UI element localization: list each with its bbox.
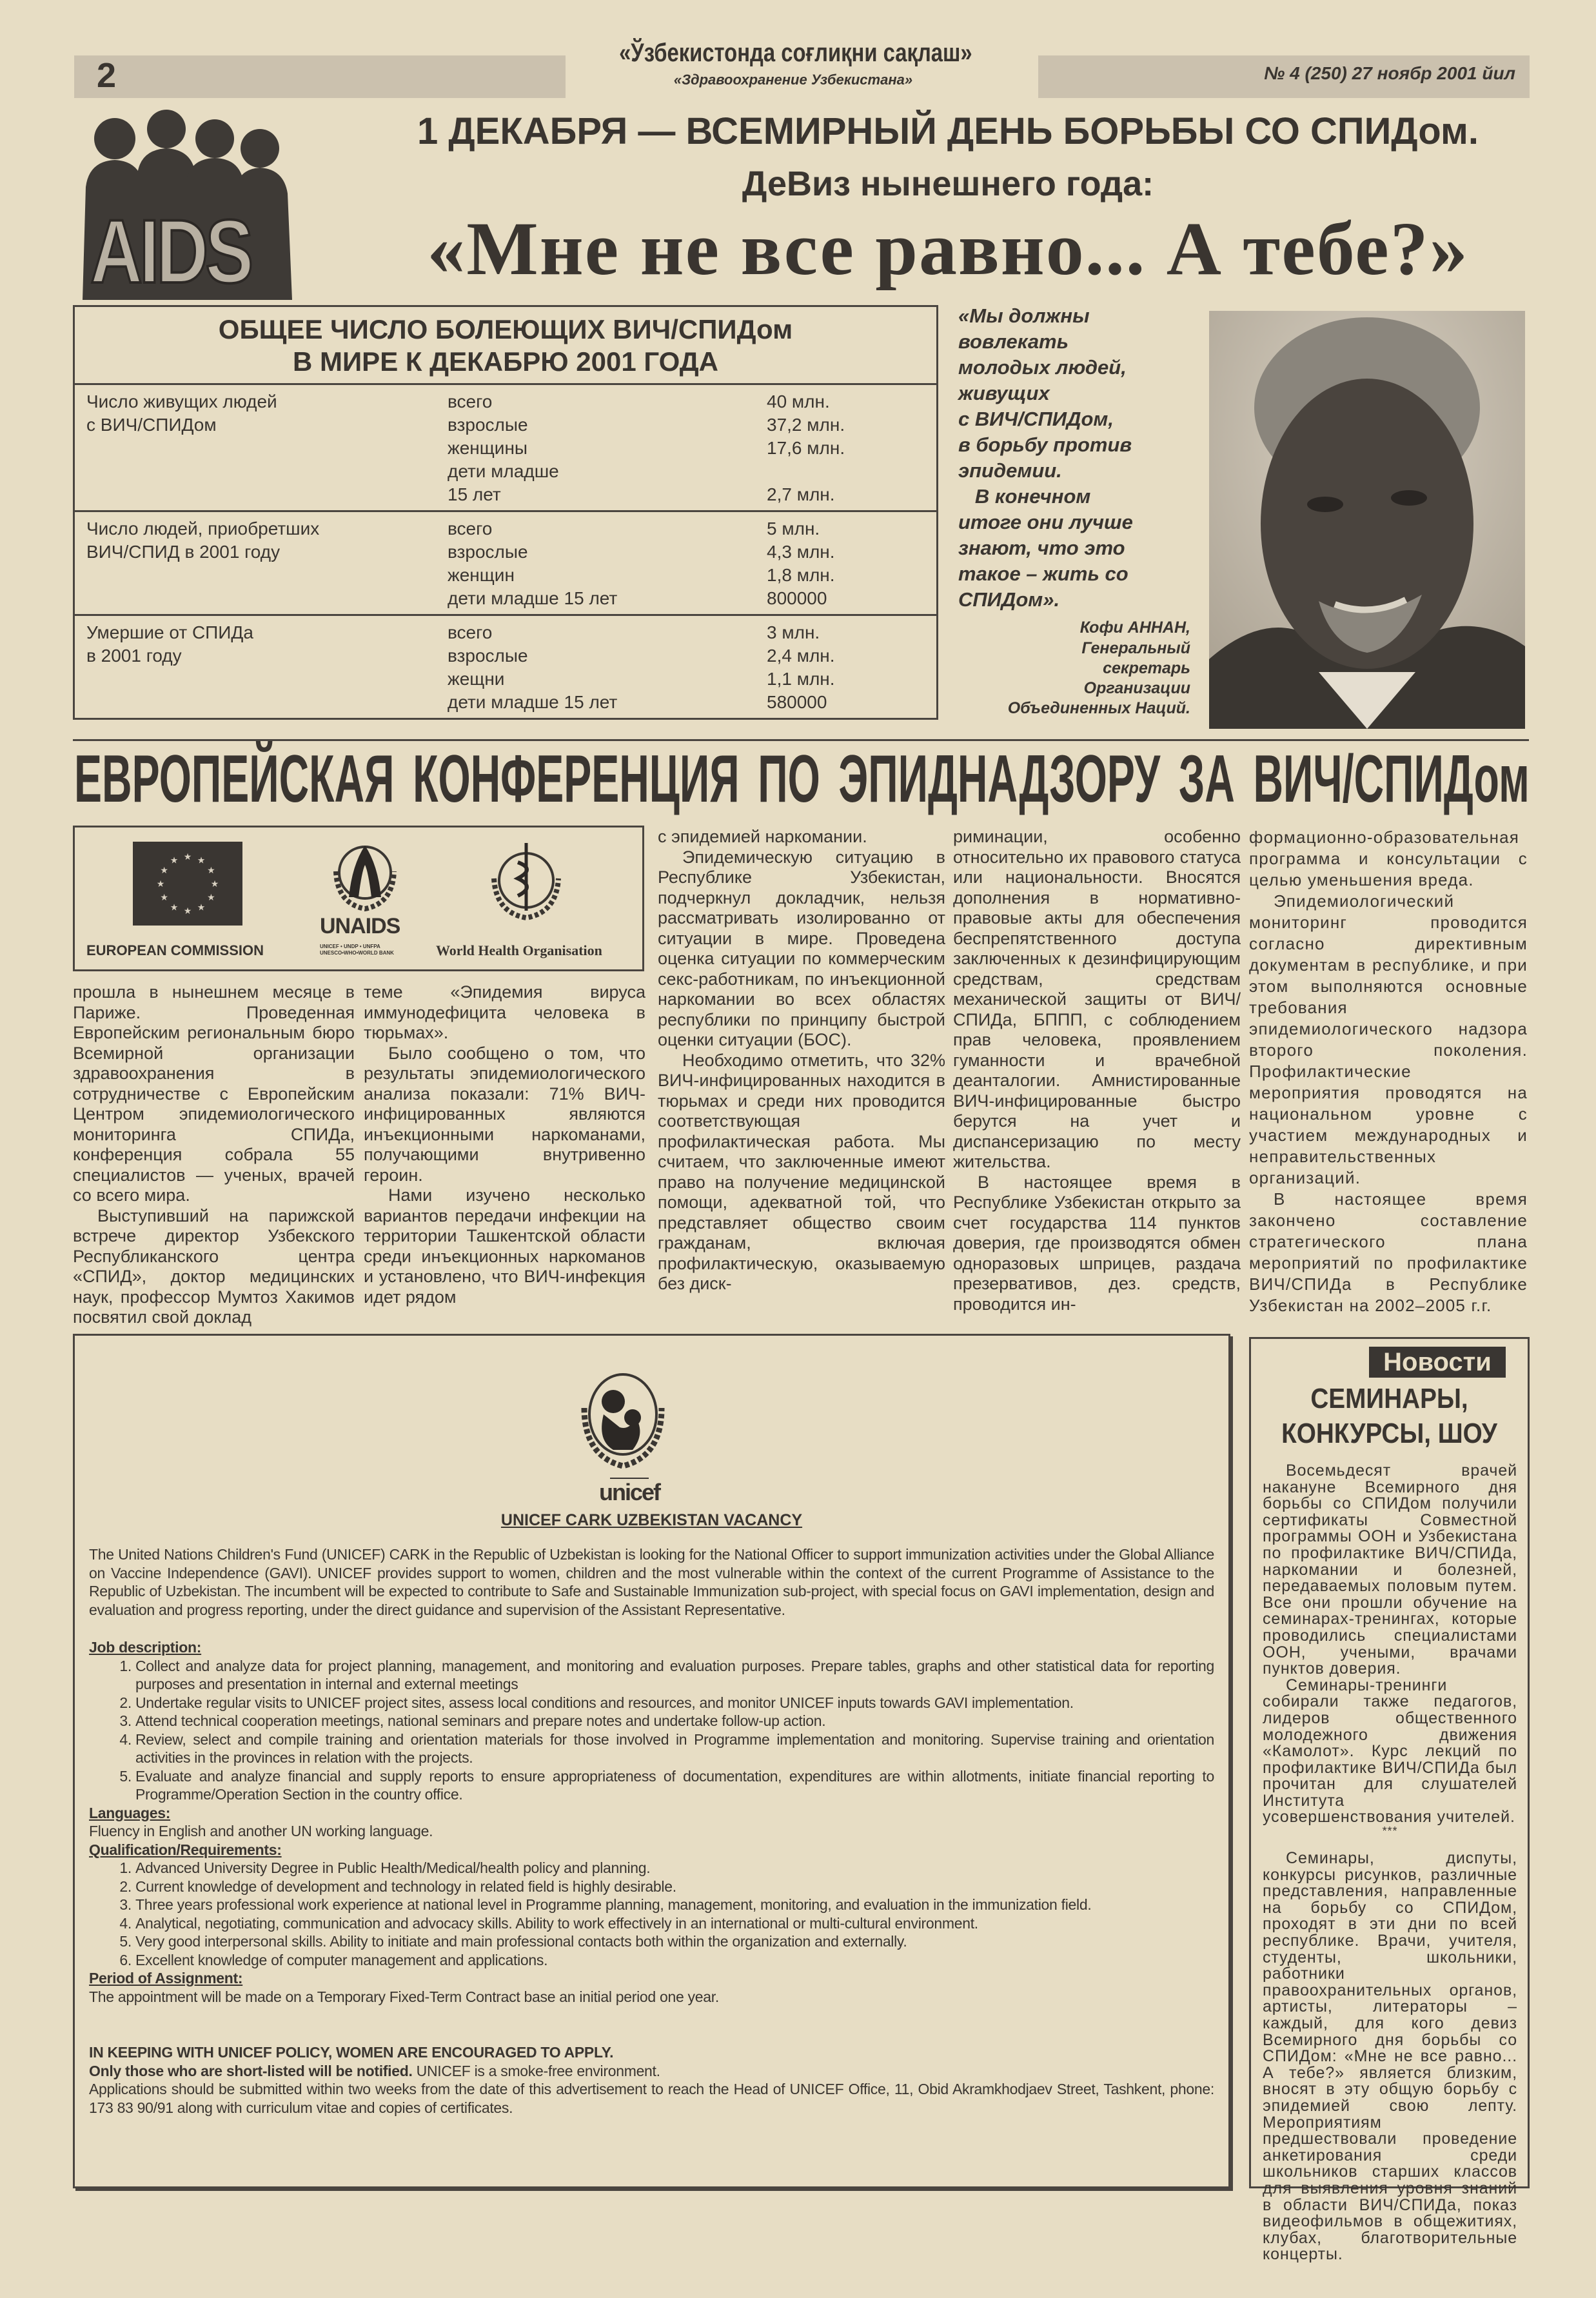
row-sub-label: всего [448,391,493,411]
masthead-subtitle: «Здравоохранение Узбекистана» [673,72,913,88]
quote-line: СПИДом». [958,588,1060,611]
unicef-vacancy-ad [73,1334,1230,2188]
eu-star-icon: ★ [170,902,179,913]
row-value: 1,1 млн. [767,669,835,689]
news-paragraphs-2 [1263,1850,1517,2263]
table-title [75,307,936,383]
divider [73,739,1529,741]
article-paragraph: Необходимо отметить, что 32% ВИЧ-инфицированных находится в тюрьмах и среди них проводится соответствующая профилактическая работа. Мы считаем, что заключенные имеют право на получение медицинской помощи, адекватной той, что представляет общество своим гражданам, включая профилактическую, оказываемую без диск- [658,1050,945,1293]
job-item: 1. Collect and analyze data for project planning, management, and monitoring and evaluation purposes. Prepare tables, graphs and other statistical data for reporting purposes and presentation in internal and external meetings [135,1657,1214,1694]
ec-logo-label: EUROPEAN COMMISSION [86,942,264,958]
masthead-title: «Ўзбекистонда соғлиқни сақлаш» [619,39,972,67]
row-value: 5 млн. [767,519,820,539]
eu-flag-icon [133,842,242,926]
aids-logo [76,110,295,300]
qualification-item: 6. Excellent knowledge of computer management and applications. [135,1951,1214,1970]
article-paragraph: теме «Эпидемия вируса иммунодефицита человека в тюрьмах». [364,982,645,1042]
table-title-line1: ОБЩЕЕ ЧИСЛО БОЛЕЮЩИХ ВИЧ/СПИДом [218,314,793,344]
article-paragraph: Было сообщено о том, что результаты эпидемиологического анализа показали: 71% ВИЧ-инфицированных являются инъекционными наркоманами, получающими внутривенно героин. [364,1043,645,1185]
table-row [75,383,936,510]
news-body [1263,1463,1517,2263]
article-column-4 [953,827,1241,1314]
vacancy-intro: The United Nations Children's Fund (UNICEF) CARK in the Republic of Uzbekistan is looking for the National Officer to support immunization activities under the Global Alliance on Vaccine Independence (GAVI). UNICEF provides support to women, children and the most vulnerable within the context of the current Programme of Assistance to the Republic of Uzbekistan. The incumbent will be expected to contribute to Safe and Sustainable Immunization sub-project, with special focus on GAVI implementation, design and evaluation and progress reporting, under the direct guidance and supervision of the Assistant Representative. [89,1546,1214,1618]
article-paragraph: с эпидемией наркомании. [658,827,867,846]
row-value: 800000 [767,588,827,608]
row-value: 1,8 млн. [767,565,835,585]
row-sub-label: дети младше 15 лет [448,588,618,608]
row-value: 3 млн. [767,622,820,642]
row-value: 40 млн. [767,391,830,411]
position-line: Организации [1083,679,1190,697]
row-sub-label: жещни [448,669,505,689]
qualification-list [89,1859,1214,1969]
article-paragraph: Выступивший на парижской встрече директор Узбекского Республиканского центра «СПИД», доктор медицинских наук, профессор Мумтоз Хакимов посвятил свой доклад [73,1205,355,1327]
quote-line: «Мы должны [958,304,1090,327]
row-label: Число людей, приобретших ВИЧ/СПИД в 2001 году [86,519,320,562]
aids-logo-text: AIDS [90,201,251,302]
job-description-list [89,1657,1214,1804]
period-heading: Period of Assignment: [89,1970,243,1986]
annan-photo [1209,311,1525,729]
job-item: 4. Review, select and compile training and orientation materials for those involved in Programme implementation and monitoring. Supervise training and orientation activities in the provinces in relation with the projects. [135,1730,1214,1767]
row-value: 4,3 млн. [767,542,835,562]
quote-line: знают, что это [958,537,1125,559]
quote-line: вовлекать [958,330,1069,353]
unaids-cosponsors: UNICEF • UNDP • UNFPA UNESCO•WHO•WORLD BANK [320,944,394,956]
qualification-item: 3. Three years professional work experience at national level in Programme planning, management, monitoring, and evaluation in the immunization field. [135,1896,1214,1914]
row-sub-label: всего [448,519,493,539]
row-value: 580000 [767,692,827,712]
unaids-logo-label: UNAIDS [320,914,400,938]
news-paragraph: Восемьдесят врачей накануне Всемирного дня борьбы со СПИДом получили сертификаты Совместной программы ООН и Узбекистана по профилактике ВИЧ/СПИДа, наркомании и болезней, передаваемых половым путем. Все они прошли обучение на семинарах-тренингах, которые проводились специалистами ООН, учеными, врачами пунктов доверия. [1263,1461,1517,1678]
article-column-2 [364,982,645,1307]
quote-text [958,303,1190,613]
languages-text: Fluency in English and another UN working language. [89,1823,433,1839]
row-value: 17,6 млн. [767,438,845,458]
eu-star-icon: ★ [210,878,219,889]
row-sub-label: дети младше 15 лет [448,692,618,712]
application-instructions: Applications should be submitted within two weeks from the date of this advertisement to reach the Head of UNICEF Office, 11, Obid Akramkhodjaev Street, Tashkent, phone: 173 83 90/91 along with curriculum vitae and copies of certificates. [89,2081,1214,2116]
quote-author: Кофи АННАН, [1079,619,1190,637]
row-sub-label: дети младше 15 лет [448,461,559,504]
qualification-item: 5. Very good interpersonal skills. Ability to initiate and main professional contacts both within the organization and externally. [135,1932,1214,1951]
annan-quote [958,303,1190,718]
quote-author-position [958,639,1190,718]
position-line: Объединенных Наций. [1007,699,1190,717]
article-column-5 [1249,827,1528,1316]
shortlist-text: Only those who are short-listed will be notified. [89,2062,413,2079]
article-paragraph: Эпидемиологический мониторинг проводится согласно директивным документам в республике, и при этом выполняются основные требования эпидемиологического надзора второго поколения. Профилактические мероприятия проводятся на национальном уровне с участием международных и неправительственных организаций. [1249,891,1528,1187]
article-paragraph: риминации, особенно относительно их правового статуса или национальности. Вносятся дополнения в нормативно-правовые акты для обеспечения беспрепятственного доступа заключенных к дезинфицирующим средствам, средствам механической защиты от ВИЧ/СПИДа, БППП, с соблюдением прав человека, проявлением гуманности и врачебной деанталогии. Амнистированные ВИЧ-инфицированные быстро берутся на учет и диспансеризацию по месту жительства. [953,827,1241,1171]
article-paragraph: Эпидемическую ситуацию в Республике Узбекистан, подчеркнул докладчик, нельзя рассматривать изолированно от ситуации в мире. Проведена оценка ситуации по коммерческим секс-работникам, по инъекционной наркомании во всех областях республики по принципу быстрой оценки ситуации (БОС). [658,847,945,1049]
qualification-item: 1. Advanced University Degree in Public Health/Medical/health policy and planning. [135,1859,1214,1877]
who-emblem-icon [478,837,575,927]
headline-slogan: «Мне не все равно... А тебе?» [427,206,1469,291]
row-sub-label: женщины [448,438,528,458]
article-paragraph: В настоящее время в Республике Узбекистан открыто за счет государства 114 пунктов доверия, где производятся обмен одноразовых шприцев, раздача презервативов, дез. средств, проводится ин- [953,1172,1241,1314]
policy-text: IN KEEPING WITH UNICEF POLICY, WOMEN ARE ENCOURAGED TO APPLY. [89,2044,614,2061]
portrait-image [1209,311,1525,729]
job-item: 2. Undertake regular visits to UNICEF project sites, assess local conditions and resources, and monitor UNICEF inputs towards GAVI implementation. [135,1694,1214,1712]
article-paragraph: В настоящее время закончено составление стратегического плана мероприятий по профилактике ВИЧ/СПИДа в Республике Узбекистан на 2002–2005 г.г. [1249,1189,1528,1315]
who-logo-label: World Health Organisation [436,942,602,958]
smoke-free-text: UNICEF is a smoke-free environment. [412,2062,660,2079]
news-paragraph: Семинары, диспуты, конкурсы рисунков, различные представления, направленные на борьбу со СПИДом, проходят в эти дни по всей республике. Врачи, учителя, студенты, школьники, работники правоохранительных органов, артисты, литераторы – каждый, для кого девиз Всемирного дня борьбы со СПИДом: «Мне не все равно... А тебе?» является близким, вносят в эту общую борьбу с эпидемией свою лепту. Мероприятиям предшествовали проведение анкетирования среди школьников старших классов для выявления уровня знаний в области ВИЧ/СПИДа, показ видеофильмов в общежитиях, клубах, благотворительные концерты. [1263,1849,1517,2264]
row-value: 2,4 млн. [767,646,835,666]
news-paragraph: Семинары-тренинги собирали также педагогов, лидеров общественного молодежного движения «Камолот». Курс лекций по профилактике ВИЧ/СПИДа был прочитан для слушателей Института усовершенствования учителей. [1263,1676,1517,1827]
row-value: 2,7 млн. [767,484,835,504]
quote-line: такое – жить со [958,562,1128,585]
table-row [75,510,936,614]
row-value: 37,2 млн. [767,415,845,435]
eu-star-icon: ★ [207,865,215,875]
eu-star-icon: ★ [156,878,165,889]
job-description-heading: Job description: [89,1639,202,1656]
partner-logos-box [73,826,644,971]
issue-info: № 4 (250) 27 ноябр 2001 йил [1264,63,1515,83]
row-label: Число живущих людей с ВИЧ/СПИДом [86,391,277,435]
article-paragraph: прошла в нынешнем месяце в Париже. Проведенная Европейским региональным бюро Всемирной организации здравоохранения в сотрудничестве с Европейским Центром эпидемиологического мониторинга СПИДа, конференция собрала 55 специалистов — ученых, врачей со всего мира. [73,982,355,1205]
row-label: Умершие от СПИДа в 2001 году [86,622,253,666]
masthead [580,39,1006,88]
article-column-1 [73,982,355,1328]
eu-star-icon: ★ [207,892,215,902]
article-column-3 [658,827,945,1294]
article-headline-wrap [74,742,1530,817]
eu-star-icon: ★ [197,902,206,913]
table-row [75,614,936,718]
news-separator: *** [1382,1825,1398,1838]
news-label: Новости [1369,1347,1506,1378]
quote-line: в борьбу против [958,433,1132,456]
news-paragraphs-1 [1263,1463,1517,1826]
quote-line: эпидемии. [958,459,1062,482]
languages-heading: Languages: [89,1804,171,1821]
unicef-emblem-icon [568,1369,678,1472]
row-sub-label: женщин [448,565,515,585]
eu-star-icon: ★ [183,906,192,916]
vacancy-title: UNICEF CARK UZBEKISTAN VACANCY [500,1511,803,1529]
qualification-item: 4. Analytical, negotiating, communication and advocacy skills. Ability to work effectively in an international or multi-cultural environment. [135,1914,1214,1933]
eu-star-icon: ★ [170,855,179,866]
row-sub-label: взрослые [448,646,528,666]
headline-world-aids-day: 1 ДЕКАБРЯ — ВСЕМИРНЫЙ ДЕНЬ БОРЬБЫ СО СПИДом. [417,110,1479,152]
table-body [75,383,936,718]
article-paragraph: формационно-образовательная программа и консультации с целью уменьшения вреда. [1249,827,1528,889]
quote-line: итоге они лучше [958,511,1133,533]
headline-motto-label: ДеВиз нынешнего года: [742,164,1154,203]
page-number: 2 [97,56,117,95]
eu-star-icon: ★ [160,892,168,902]
news-box [1249,1337,1530,2264]
article-paragraph: Нами изучено несколько вариантов передачи инфекции на территории Ташкентской области среди инъекционных наркоманов и установлено, что ВИЧ-инфекция идет рядом [364,1185,645,1307]
eu-star-icon: ★ [183,851,192,862]
position-line: секретарь [1103,659,1190,677]
job-item: 3. Attend technical cooperation meetings, national seminars and prepare notes and undertake follow-up action. [135,1712,1214,1730]
unicef-logo-text: unicef [598,1479,660,1505]
quote-line: с ВИЧ/СПИДом, [958,408,1114,430]
quote-line: живущих [958,382,1050,404]
row-sub-label: взрослые [448,542,528,562]
news-headline-line1: СЕМИНАРЫ, [1310,1383,1468,1414]
job-item: 5. Evaluate and analyze financial and supply reports to ensure appropriateness of documentation, expenditures are within allotments, initiate financial reporting to Programme/Operation Section in the country office. [135,1767,1214,1804]
news-headline-line2: КОНКУРСЫ, ШОУ [1281,1418,1497,1449]
period-text: The appointment will be made on a Temporary Fixed-Term Contract base an initial period one year. [89,1988,719,2005]
header-bar-left [74,55,566,98]
qualification-heading: Qualification/Requirements: [89,1841,282,1858]
vacancy-body [89,1545,1214,2117]
position-line: Генеральный [1081,639,1190,657]
row-sub-label: взрослые [448,415,528,435]
qualification-item: 2. Current knowledge of development and technology in related field is highly desirable. [135,1877,1214,1896]
eu-star-icon: ★ [160,865,168,875]
unaids-emblem-icon [323,833,407,916]
quote-line: молодых людей, [958,356,1127,379]
quote-line: В конечном [958,485,1091,508]
row-sub-label: всего [448,622,493,642]
hiv-stats-table [73,305,938,720]
eu-star-icon: ★ [197,855,206,866]
table-title-line2: В МИРЕ К ДЕКАБРЮ 2001 ГОДА [293,346,718,377]
article-headline: ЕВРОПЕЙСКАЯ КОНФЕРЕНЦИЯ ПО ЭПИДНАДЗОРУ ЗА ВИЧ/СПИДом [74,742,1530,817]
